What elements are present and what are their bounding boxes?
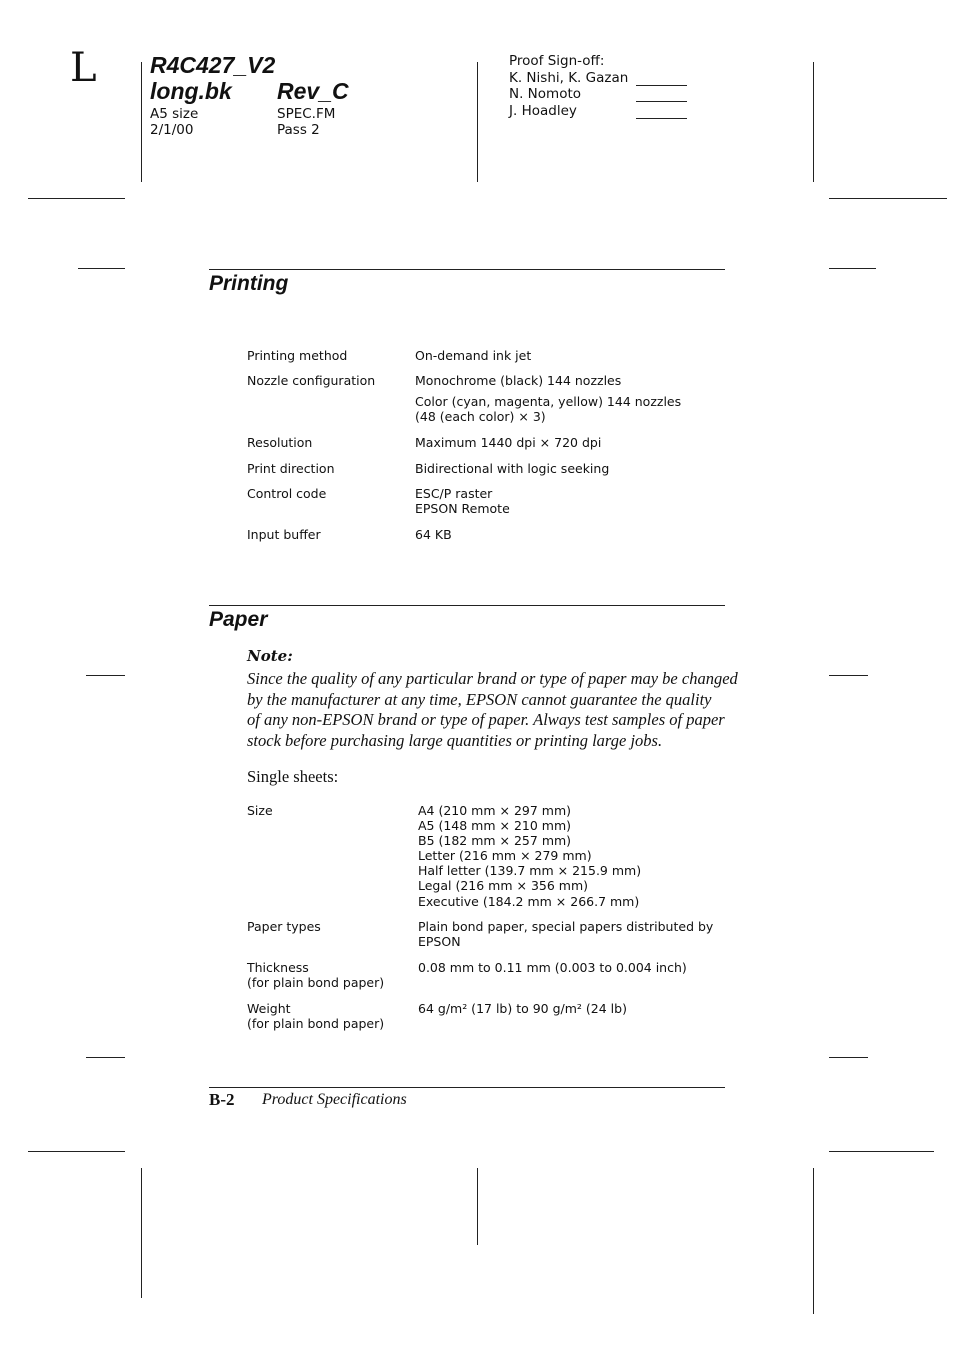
spec-value: Bidirectional with logic seeking <box>415 461 610 476</box>
crop-mark-right-top <box>813 62 814 182</box>
crop-mark-center-top <box>477 62 478 182</box>
doc-id: R4C427_V2 <box>150 52 276 78</box>
signature-line <box>636 101 687 102</box>
spec-value: Legal (216 mm × 356 mm) <box>418 878 589 893</box>
spec-value: EPSON <box>418 934 461 949</box>
signer-name: N. Nomoto <box>509 86 582 102</box>
crop-mark-left-top <box>141 62 142 182</box>
book-name: long.bk <box>150 78 232 104</box>
signer-name: J. Hoadley <box>509 103 577 119</box>
crop-mark-left-1 <box>78 268 125 269</box>
crop-mark-left-3 <box>86 1057 125 1058</box>
spec-label: Print direction <box>247 461 335 476</box>
crop-mark-right-bottom <box>813 1168 814 1314</box>
page-side-letter: L <box>70 45 97 91</box>
spec-label: Weight <box>247 1001 291 1016</box>
note-text-line: stock before purchasing large quantities or printing large jobs. <box>247 731 663 750</box>
spec-value: Half letter (139.7 mm × 215.9 mm) <box>418 863 642 878</box>
spec-label: (for plain bond paper) <box>247 1016 385 1031</box>
spec-label: Control code <box>247 486 327 501</box>
crop-mark-left-2 <box>86 675 125 676</box>
revision: Rev_C <box>277 78 349 104</box>
spec-value: Plain bond paper, special papers distributed by <box>418 919 714 934</box>
spec-label: Size <box>247 803 273 818</box>
note-label: Note: <box>247 647 293 665</box>
section-rule-paper <box>209 605 725 606</box>
note-text-line: by the manufacturer at any time, EPSON cannot guarantee the quality <box>247 690 712 709</box>
spec-value: 0.08 mm to 0.11 mm (0.003 to 0.004 inch) <box>418 960 687 975</box>
single-sheets-heading: Single sheets: <box>247 767 339 786</box>
note-text-line: of any non-EPSON brand or type of paper. Always test samples of paper <box>247 710 725 729</box>
crop-mark-right-3 <box>829 1057 868 1058</box>
spec-label: (for plain bond paper) <box>247 975 385 990</box>
crop-mark-right-2 <box>829 675 868 676</box>
crop-mark-top-right <box>829 198 947 199</box>
paper-size: A5 size <box>150 106 199 122</box>
spec-label: Nozzle configuration <box>247 373 376 388</box>
spec-label: Input buffer <box>247 527 321 542</box>
spec-label: Paper types <box>247 919 321 934</box>
spec-value: A5 (148 mm × 210 mm) <box>418 818 572 833</box>
signature-line <box>636 118 687 119</box>
section-title-printing: Printing <box>209 272 289 295</box>
spec-value: 64 g/m² (17 lb) to 90 g/m² (24 lb) <box>418 1001 627 1016</box>
note-text-line: Since the quality of any particular brand or type of paper may be changed <box>247 669 738 688</box>
proof-signoff-label: Proof Sign-off: <box>509 53 605 69</box>
signer-name: K. Nishi, K. Gazan <box>509 70 629 86</box>
pass-number: Pass 2 <box>277 122 320 138</box>
crop-mark-bottom-right <box>829 1151 934 1152</box>
section-rule-printing <box>209 269 725 270</box>
spec-value: (48 (each color) × 3) <box>415 409 546 424</box>
crop-mark-right-1 <box>829 268 876 269</box>
crop-mark-left-bottom <box>141 1168 142 1298</box>
crop-mark-center-bottom <box>477 1168 478 1245</box>
section-title-paper: Paper <box>209 608 268 631</box>
crop-mark-bottom-left <box>28 1151 125 1152</box>
spec-value: EPSON Remote <box>415 501 510 516</box>
spec-value: Maximum 1440 dpi × 720 dpi <box>415 435 602 450</box>
doc-date: 2/1/00 <box>150 122 194 138</box>
footer-rule <box>209 1087 725 1088</box>
spec-value: Color (cyan, magenta, yellow) 144 nozzles <box>415 394 682 409</box>
spec-label: Printing method <box>247 348 348 363</box>
spec-value: ESC/P raster <box>415 486 493 501</box>
spec-value: Monochrome (black) 144 nozzles <box>415 373 622 388</box>
signature-line <box>636 85 687 86</box>
spec-value: Executive (184.2 mm × 266.7 mm) <box>418 894 640 909</box>
spec-value: Letter (216 mm × 279 mm) <box>418 848 592 863</box>
footer-chapter-title: Product Specifications <box>262 1091 407 1108</box>
file-name: SPEC.FM <box>277 106 336 122</box>
page-number: B-2 <box>209 1090 235 1109</box>
spec-value: A4 (210 mm × 297 mm) <box>418 803 572 818</box>
crop-mark-top-left <box>28 198 125 199</box>
spec-label: Resolution <box>247 435 313 450</box>
spec-value: 64 KB <box>415 527 452 542</box>
spec-value: On-demand ink jet <box>415 348 532 363</box>
spec-value: B5 (182 mm × 257 mm) <box>418 833 572 848</box>
spec-label: Thickness <box>247 960 309 975</box>
